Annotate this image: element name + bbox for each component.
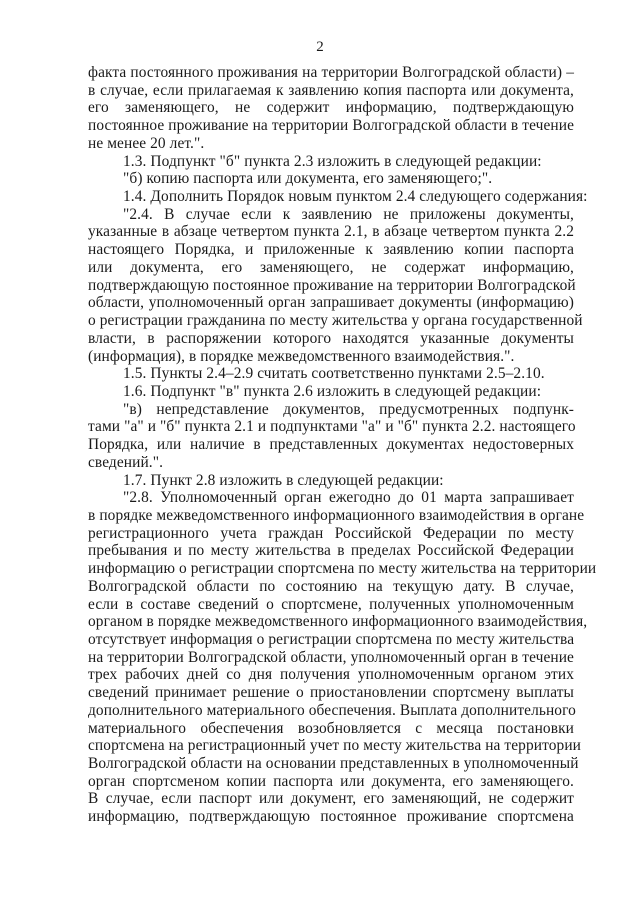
text-line: тами "а" и "б" пункта 2.1 и подпунктами "а" и "б" пункта 2.2. настоящего [88, 418, 576, 436]
page-number: 2 [316, 39, 324, 55]
text-line: в порядке межведомственного информационного взаимодействия в органе [88, 506, 585, 524]
text-line: подтверждающую постоянное проживание на территории Волгоградской [88, 276, 576, 294]
text-line: спортсмена на регистрационный учет по месту жительства на территории [88, 737, 581, 755]
text-line: трех рабочих дней со дня получения уполномоченным органом этих [88, 666, 574, 684]
text-line: (информация), в порядке межведомственного взаимодействия.". [88, 347, 515, 365]
text-line: информацию о регистрации спортсмена по месту жительства на территории [88, 560, 597, 578]
text-line: факта постоянного проживания на территории Волгоградской области) – [88, 64, 574, 81]
text-line: о регистрации гражданина по месту жительства у органа государственной [88, 312, 583, 330]
text-line: Волгоградской области на основании представленных в уполномоченный [88, 755, 579, 773]
text-line: 1.3. Подпункт "б" пункта 2.3 изложить в следующей редакции: [123, 152, 542, 170]
text-line: органом в порядке межведомственного информационного взаимодействия, [88, 613, 588, 631]
text-line: 1.4. Дополнить Порядок новым пунктом 2.4 следующего содержания: [123, 188, 588, 206]
text-line: В случае, если паспорт или документ, его заменяющий, не содержит [88, 790, 574, 808]
text-line: дополнительного материального обеспечения. Выплата дополнительного [88, 701, 576, 719]
text-line: пребывания и по месту жительства в пределах Российской Федерации [88, 542, 574, 560]
text-line: не менее 20 лет.". [88, 134, 205, 152]
text-line: регистрационного учета граждан Российской Федерации по месту [88, 524, 574, 542]
text-line: области, уполномоченный орган запрашивает документы (информацию) [88, 294, 574, 312]
text-line: материального обеспечения возобновляется с месяца постановки [88, 719, 574, 737]
text-line: сведений.". [88, 453, 164, 471]
text-line: "в) непредставление документов, предусмотренных подпунк- [123, 400, 574, 418]
text-line: Порядка, или наличие в представленных документах недостоверных [88, 436, 574, 454]
text-line: постоянное проживание на территории Волгоградской области в течение [88, 117, 574, 135]
text-line: на территории Волгоградской области, уполномоченный орган в течение [88, 648, 574, 666]
text-line: сведений принимает решение о приостановлении спортсмену выплаты [88, 684, 574, 702]
text-line: 1.7. Пункт 2.8 изложить в следующей редакции: [123, 471, 444, 489]
text-line: или документа, его заменяющего, не содержат информацию, [88, 258, 574, 276]
text-line: настоящего Порядка, и приложенные к заявлению копии паспорта [88, 241, 574, 259]
text-line: "б) копию паспорта или документа, его заменяющего;". [123, 170, 493, 188]
text-line: Волгоградской области по состоянию на текущую дату. В случае, [88, 577, 574, 595]
text-line: 1.6. Подпункт "в" пункта 2.6 изложить в следующей редакции: [123, 382, 542, 400]
text-line: его заменяющего, не содержит информацию, подтверждающую [88, 99, 574, 117]
text-line: 1.5. Пункты 2.4–2.9 считать соответственно пунктами 2.5–2.10. [123, 365, 545, 383]
text-line: орган спортсменом копии паспорта или документа, его заменяющего. [88, 772, 574, 790]
text-line: "2.4. В случае если к заявлению не приложены документы, [123, 205, 574, 223]
text-line: информацию, подтверждающую постоянное проживание спортсмена [88, 808, 574, 826]
text-line: если в составе сведений о спортсмене, полученных уполномоченным [88, 595, 574, 613]
text-line: отсутствует информация о регистрации спортсмена по месту жительства [88, 631, 575, 648]
text-line: в случае, если прилагаемая к заявлению копия паспорта или документа, [88, 81, 574, 99]
text-line: указанные в абзаце четвертом пункта 2.1, в абзаце четвертом пункта 2.2 [88, 223, 574, 241]
text-line: "2.8. Уполномоченный орган ежегодно до 01 марта запрашивает [123, 489, 574, 507]
text-line: власти, в распоряжении которого находятся указанные документы [88, 329, 574, 347]
document-body [88, 64, 597, 826]
